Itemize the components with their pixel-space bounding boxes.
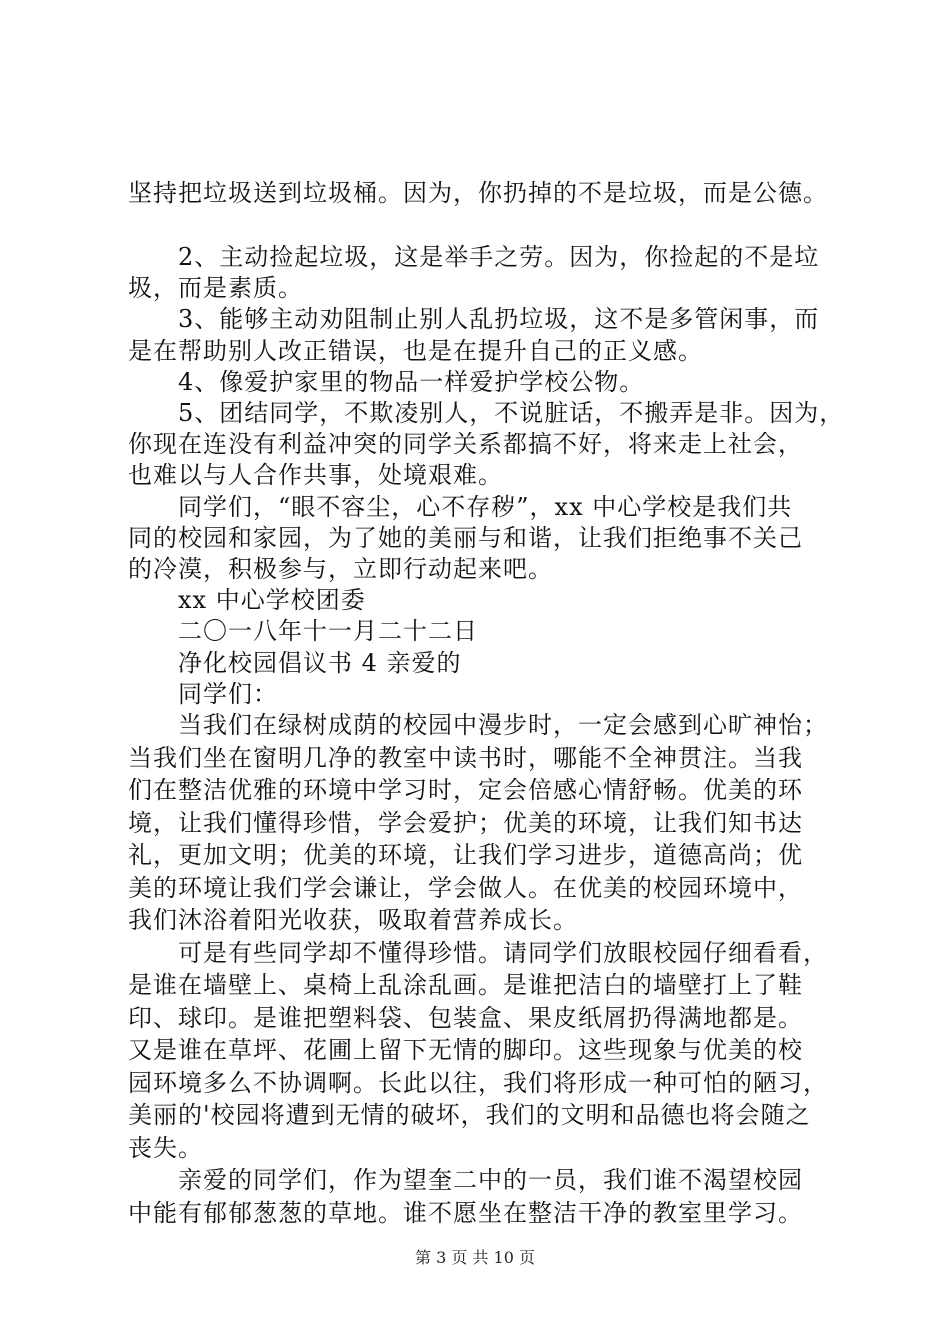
text-line: 丧失。 — [128, 1133, 203, 1162]
text-line: 5、团结同学，不欺凌别人，不说脏话，不搬弄是非。因为， — [178, 399, 845, 427]
text-line: 坚持把垃圾送到垃圾桶。因为，你扔掉的不是垃圾，而是公德。 — [128, 179, 828, 207]
heading-line: 净化校园倡议书 4 亲爱的 — [178, 648, 462, 677]
text-line: 可是有些同学却不懂得珍惜。请同学们放眼校园仔细看看， — [178, 938, 828, 967]
text-line: 2、主动捡起垃圾，这是举手之劳。因为，你捡起的不是垃 — [178, 243, 820, 271]
text-line: 当我们在绿树成荫的校园中漫步时，一定会感到心旷神怡； — [178, 711, 828, 739]
text-line: 美丽的'校园将遭到无情的破坏，我们的文明和品德也将会随之 — [128, 1101, 811, 1129]
text-line: 的冷漠，积极参与，立即行动起来吧。 — [128, 555, 553, 583]
text-line: 们在整洁优雅的环境中学习时，定会倍感心情舒畅。优美的环 — [128, 776, 803, 804]
text-line: 同学们，“眼不容尘，心不存秽”，xx 中心学校是我们共 — [178, 492, 793, 521]
text-line: 美的环境让我们学会谦让，学会做人。在优美的校园环境中， — [128, 873, 803, 902]
text-line: 你现在连没有利益冲突的同学关系都搞不好，将来走上社会， — [128, 430, 803, 459]
text-line: 4、像爱护家里的物品一样爱护学校公物。 — [178, 367, 645, 396]
text-line: 境，让我们懂得珍惜，学会爱护；优美的环境，让我们知书达 — [128, 808, 803, 837]
text-line: 是在帮助别人改正错误，也是在提升自己的正义感。 — [128, 336, 703, 365]
text-line: 礼，更加文明；优美的环境，让我们学习进步，道德高尚；优 — [128, 841, 803, 869]
page-number: 第 3 页 共 10 页 — [415, 1248, 535, 1267]
text-line-tail-b: 中能有郁郁葱葱的草地。谁不愿坐在整洁干净的教室里学习。 — [128, 1198, 803, 1227]
text-line: 当我们坐在窗明几净的教室中读书时，哪能不全神贯注。当我 — [128, 743, 803, 772]
text-line: 圾，而是素质。 — [128, 274, 303, 303]
text-line: 3、能够主动劝阻制止别人乱扔垃圾，这不是多管闲事，而 — [178, 305, 820, 334]
text-line: 也难以与人合作共事，处境艰难。 — [128, 461, 503, 490]
text-line: 印、球印。是谁把塑料袋、包装盒、果皮纸屑扔得满地都是。 — [128, 1003, 803, 1032]
text-line: 又是谁在草坪、花圃上留下无情的脚印。这些现象与优美的校 — [128, 1036, 803, 1064]
text-line: 是谁在墙壁上、桌椅上乱涂乱画。是谁把洁白的墙壁打上了鞋 — [128, 971, 803, 999]
text-line: 园环境多么不协调啊。长此以往，我们将形成一种可怕的陋习， — [128, 1068, 828, 1097]
signature-line: xx 中心学校团委 — [178, 586, 366, 615]
date-line: 二〇一八年十一月二十二日 — [178, 617, 478, 646]
salutation-line: 同学们： — [178, 679, 278, 708]
text-line: 同的校园和家园，为了她的美丽与和谐，让我们拒绝事不关己 — [128, 523, 803, 552]
text-line-tail-a: 亲爱的同学们，作为望奎二中的一员，我们谁不渴望校园 — [178, 1166, 803, 1194]
text-line: 我们沐浴着阳光收获，吸取着营养成长。 — [128, 906, 578, 934]
